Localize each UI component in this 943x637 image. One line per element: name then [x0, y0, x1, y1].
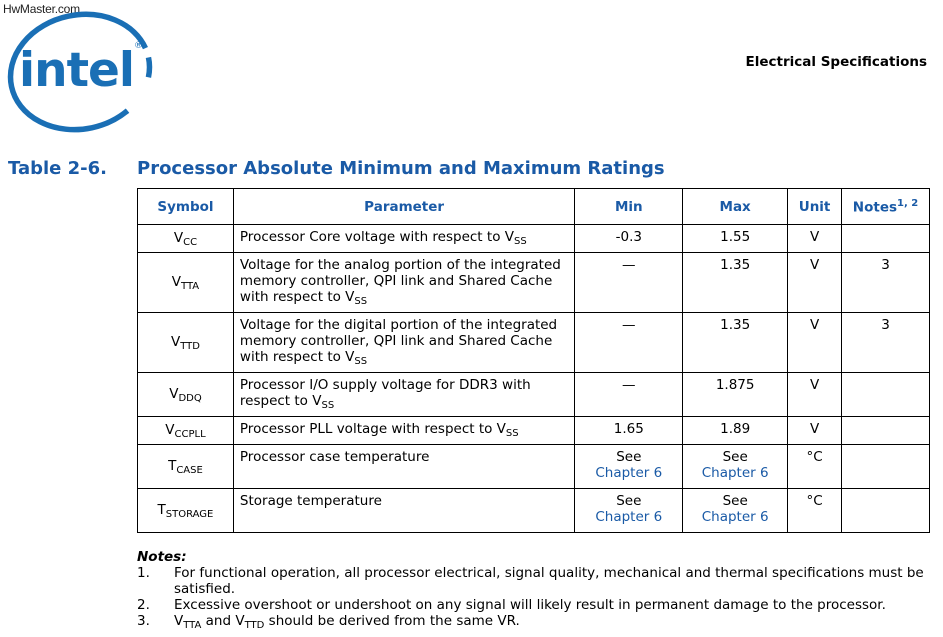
note-item: 3. $V_{TTA}$ and $V_{TTD}$ should be derived from the same VR. — [137, 613, 520, 631]
notes-cell — [842, 373, 930, 417]
watermark: HwMaster.com — [3, 2, 80, 16]
table-header-row — [138, 189, 930, 225]
table-row — [138, 417, 930, 445]
unit-cell: V — [788, 313, 842, 373]
symbol-cell: $T_{STORAGE}$ — [138, 489, 234, 533]
table-number: Table 2-6. — [8, 158, 107, 179]
registered-mark: ® — [134, 41, 143, 51]
notes-cell: 3 — [842, 253, 930, 313]
notes-cell: 3 — [842, 313, 930, 373]
parameter-cell: Voltage for the digital portion of the integrated memory controller, QPI link and Shared Cache with respect to $V_{SS}$ — [233, 313, 574, 373]
symbol-cell: $V_{CC}$ — [138, 225, 234, 253]
max-cell: See Chapter 6 — [683, 489, 788, 533]
header-min: Min — [575, 189, 683, 225]
notes-title: Notes: — [137, 549, 187, 565]
min-cell: — — [575, 373, 683, 417]
notes-section — [137, 549, 927, 634]
symbol-cell: $V_{TTA}$ — [138, 253, 234, 313]
min-cell: See Chapter 6 — [575, 445, 683, 489]
symbol-cell: $V_{TTD}$ — [138, 313, 234, 373]
table-row — [138, 489, 930, 533]
note-item: 2. Excessive overshoot or undershoot on any signal will likely result in permanent damage to the processor. — [137, 597, 886, 613]
notes-cell — [842, 417, 930, 445]
table-row — [138, 373, 930, 417]
notes-cell — [842, 445, 930, 489]
header-symbol: Symbol — [138, 189, 234, 225]
notes-cell — [842, 225, 930, 253]
min-cell: See Chapter 6 — [575, 489, 683, 533]
table-row — [138, 225, 930, 253]
max-cell: See Chapter 6 — [683, 445, 788, 489]
table-row — [138, 313, 930, 373]
symbol-cell: $V_{CCPLL}$ — [138, 417, 234, 445]
symbol-cell: $T_{CASE}$ — [138, 445, 234, 489]
min-cell: 1.65 — [575, 417, 683, 445]
table-row — [138, 253, 930, 313]
unit-cell: °C — [788, 445, 842, 489]
chapter-6-link[interactable]: Chapter 6 — [595, 509, 663, 525]
ratings-table — [137, 188, 930, 533]
header-max: Max — [683, 189, 788, 225]
unit-cell: V — [788, 373, 842, 417]
table-row — [138, 445, 930, 489]
parameter-cell: Processor case temperature — [233, 445, 574, 489]
parameter-cell: Processor I/O supply voltage for DDR3 with respect to $V_{SS}$ — [233, 373, 574, 417]
section-title: Electrical Specifications — [745, 54, 927, 70]
symbol-cell: $V_{DDQ}$ — [138, 373, 234, 417]
unit-cell: °C — [788, 489, 842, 533]
max-cell: 1.35 — [683, 313, 788, 373]
max-cell: 1.875 — [683, 373, 788, 417]
parameter-cell: Storage temperature — [233, 489, 574, 533]
min-cell: — — [575, 313, 683, 373]
max-cell: 1.55 — [683, 225, 788, 253]
unit-cell: V — [788, 225, 842, 253]
chapter-6-link[interactable]: Chapter 6 — [595, 465, 663, 481]
header-notes: Notes$^{1, 2}$ — [842, 189, 930, 225]
unit-cell: V — [788, 253, 842, 313]
note-item: 1. For functional operation, all processor electrical, signal quality, mechanical and thermal specifications must be satisfied. — [137, 565, 924, 597]
table-caption — [8, 158, 665, 179]
parameter-cell: Voltage for the analog portion of the integrated memory controller, QPI link and Shared Cache with respect to $V_{SS}$ — [233, 253, 574, 313]
table-title: Processor Absolute Minimum and Maximum Ratings — [137, 158, 665, 179]
min-cell: -0.3 — [575, 225, 683, 253]
logo-wordmark: intel — [19, 43, 135, 98]
intel-logo — [6, 8, 156, 136]
min-cell: — — [575, 253, 683, 313]
chapter-6-link[interactable]: Chapter 6 — [701, 465, 769, 481]
parameter-cell: Processor PLL voltage with respect to $V_{SS}$ — [233, 417, 574, 445]
header-parameter: Parameter — [233, 189, 574, 225]
unit-cell: V — [788, 417, 842, 445]
max-cell: 1.35 — [683, 253, 788, 313]
chapter-6-link[interactable]: Chapter 6 — [701, 509, 769, 525]
parameter-cell: Processor Core voltage with respect to $V_{SS}$ — [233, 225, 574, 253]
header-unit: Unit — [788, 189, 842, 225]
max-cell: 1.89 — [683, 417, 788, 445]
notes-cell — [842, 489, 930, 533]
